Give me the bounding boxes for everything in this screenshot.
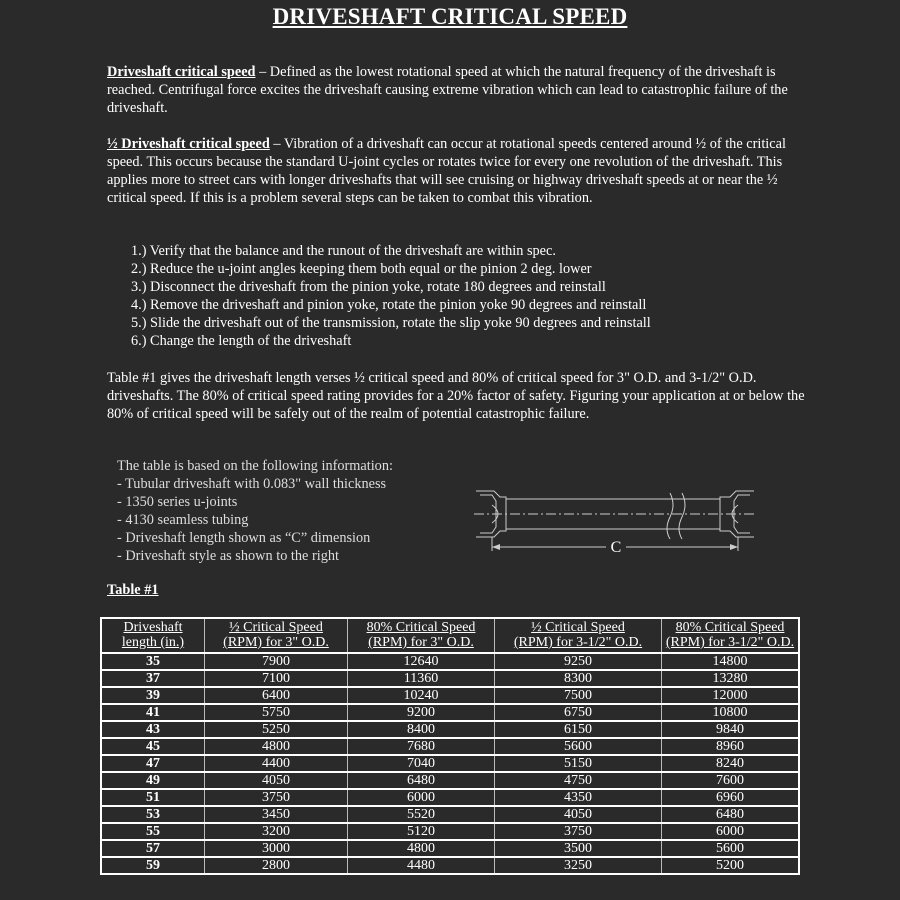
speed-cell: 6960 [662,789,800,806]
length-cell: 37 [101,670,205,687]
length-cell: 47 [101,755,205,772]
length-cell: 49 [101,772,205,789]
speed-cell: 6750 [495,704,662,721]
step-item: 5.) Slide the driveshaft out of the transmission, rotate the slip yoke 90 degrees and reinstall [131,315,651,331]
critical-speed-term: Driveshaft critical speed [107,64,256,80]
step-item: 2.) Reduce the u-joint angles keeping them both equal or the pinion 2 deg. lower [131,261,592,277]
speed-cell: 7680 [348,738,495,755]
speed-cell: 3000 [205,840,348,857]
basis-item: - 4130 seamless tubing [117,512,249,528]
speed-cell: 4050 [495,806,662,823]
critical-speed-table [100,617,800,875]
speed-cell: 8400 [348,721,495,738]
speed-cell: 7100 [205,670,348,687]
step-item: 4.) Remove the driveshaft and pinion yoke, rotate the pinion yoke 90 degrees and reinstall [131,297,647,313]
speed-cell: 6000 [348,789,495,806]
basis-item: The table is based on the following information: [117,458,393,474]
length-cell: 57 [101,840,205,857]
speed-cell: 6150 [495,721,662,738]
speed-cell: 11360 [348,670,495,687]
col-header-half-3od: ½ Critical Speed (RPM) for 3" O.D. [205,618,348,653]
speed-cell: 5520 [348,806,495,823]
speed-cell: 7600 [662,772,800,789]
speed-cell: 5750 [205,704,348,721]
basis-item: - Driveshaft length shown as “C” dimension [117,530,371,546]
speed-cell: 8240 [662,755,800,772]
step-item: 1.) Verify that the balance and the runout of the driveshaft are within spec. [131,243,556,259]
break-mark-left [667,493,673,539]
half-critical-speed-definition [107,135,807,207]
length-cell: 59 [101,857,205,874]
speed-cell: 5120 [348,823,495,840]
table-row [101,670,799,687]
table-description: Table #1 gives the driveshaft length verses ½ critical speed and 80% of critical speed for 3" O.D. and 3-1/2" O.D. driveshafts. The 80% of critical speed rating provides for a 20% factor of safety. Figuring your application at or below the 80% of critical speed will be safely out of the realm of potential catastrophic failure. [107,370,805,422]
speed-cell: 4480 [348,857,495,874]
table-row [101,704,799,721]
table-row [101,823,799,840]
speed-cell: 5600 [662,840,800,857]
speed-cell: 3250 [495,857,662,874]
table-basis-list [117,457,393,565]
speed-cell: 12000 [662,687,800,704]
driveshaft-diagram [470,485,760,555]
speed-cell: 9200 [348,704,495,721]
col-header-80pct-35od: 80% Critical Speed (RPM) for 3-1/2" O.D. [662,618,800,653]
speed-cell: 4350 [495,789,662,806]
speed-cell: 2800 [205,857,348,874]
basis-item: - Driveshaft style as shown to the right [117,548,339,564]
speed-cell: 7500 [495,687,662,704]
basis-item: - Tubular driveshaft with 0.083" wall thickness [117,476,387,492]
speed-cell: 6480 [662,806,800,823]
speed-cell: 5600 [495,738,662,755]
speed-cell: 5150 [495,755,662,772]
speed-cell: 6000 [662,823,800,840]
speed-cell: 4050 [205,772,348,789]
table-row [101,772,799,789]
length-cell: 55 [101,823,205,840]
speed-cell: 9250 [495,653,662,670]
step-item: 3.) Disconnect the driveshaft from the pinion yoke, rotate 180 degrees and reinstall [131,279,606,295]
critical-speed-text: – Defined as the lowest rotational speed at which the natural frequency of the driveshaft is reached. Centrifugal force excites the driveshaft causing extreme vibration which can lead to catastrophic failure of the driveshaft. [107,64,788,116]
speed-cell: 4800 [205,738,348,755]
speed-cell: 12640 [348,653,495,670]
break-mark-right [679,493,685,539]
speed-cell: 5250 [205,721,348,738]
speed-cell: 9840 [662,721,800,738]
speed-cell: 8960 [662,738,800,755]
dimension-arrow-right [730,544,738,550]
basis-item: - 1350 series u-joints [117,494,238,510]
length-cell: 45 [101,738,205,755]
speed-cell: 3500 [495,840,662,857]
speed-cell: 4400 [205,755,348,772]
steps-list [131,242,651,350]
table-row [101,687,799,704]
speed-cell: 7040 [348,755,495,772]
half-critical-speed-term: ½ Driveshaft critical speed [107,136,270,152]
speed-cell: 3450 [205,806,348,823]
page-title: DRIVESHAFT CRITICAL SPEED [272,4,628,29]
table-row [101,721,799,738]
table-row [101,806,799,823]
col-header-half-35od: ½ Critical Speed (RPM) for 3-1/2" O.D. [495,618,662,653]
length-cell: 43 [101,721,205,738]
table-title: Table #1 [107,582,159,598]
col-header-80pct-3od: 80% Critical Speed (RPM) for 3" O.D. [348,618,495,653]
table-row [101,857,799,874]
table-row [101,738,799,755]
length-cell: 35 [101,653,205,670]
speed-cell: 4750 [495,772,662,789]
speed-cell: 3750 [495,823,662,840]
speed-cell: 6400 [205,687,348,704]
length-cell: 51 [101,789,205,806]
speed-cell: 5200 [662,857,800,874]
speed-cell: 6480 [348,772,495,789]
table-body [101,653,799,874]
dimension-arrow-left [492,544,500,550]
speed-cell: 13280 [662,670,800,687]
step-item: 6.) Change the length of the driveshaft [131,333,352,349]
length-cell: 53 [101,806,205,823]
table-header [101,618,799,653]
dimension-label: C [610,539,622,555]
length-cell: 41 [101,704,205,721]
half-critical-speed-text: – Vibration of a driveshaft can occur at rotational speeds centered around ½ of the critical speed. This occurs because the standard U-joint cycles or rotates twice for every one revolution of the driveshaft. This applies more to street cars with longer driveshafts that will see cruising or highway driveshaft speeds at or near the ½ critical speed. If this is a problem several steps can be taken to combat this vibration. [107,136,786,206]
speed-cell: 3200 [205,823,348,840]
table-row [101,789,799,806]
col-header-length: Driveshaft length (in.) [101,618,205,653]
speed-cell: 10240 [348,687,495,704]
length-cell: 39 [101,687,205,704]
table-row [101,840,799,857]
speed-cell: 4800 [348,840,495,857]
speed-cell: 10800 [662,704,800,721]
speed-cell: 14800 [662,653,800,670]
speed-cell: 8300 [495,670,662,687]
table-row [101,653,799,670]
critical-speed-definition [107,63,807,117]
table-row [101,755,799,772]
speed-cell: 3750 [205,789,348,806]
speed-cell: 7900 [205,653,348,670]
